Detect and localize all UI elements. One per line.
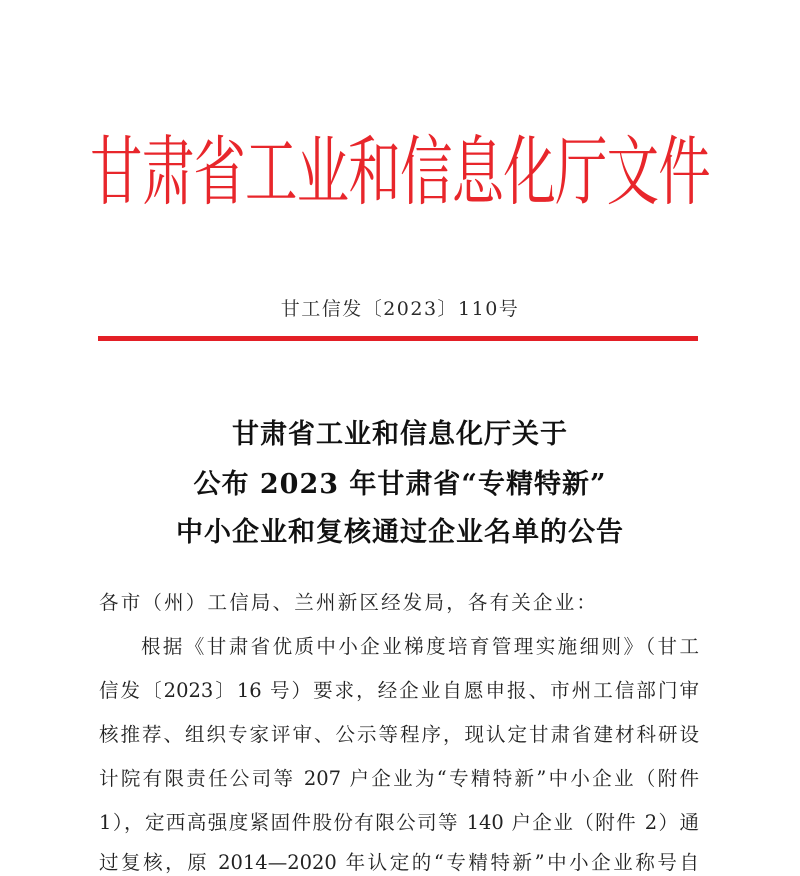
- body-paragraph-line-3: 核推荐、组织专家评审、公示等程序，现认定甘肃省建材科研设: [99, 723, 699, 746]
- body-paragraph-line-6: 过复核，原 2014—2020 年认定的“专精特新”中小企业称号自: [99, 851, 699, 874]
- salutation: 各市（州）工信局、兰州新区经发局，各有关企业：: [99, 591, 599, 614]
- body-paragraph-line-4: 计院有限责任公司等 207 户企业为“专精特新”中小企业（附件: [99, 767, 699, 790]
- document-number: 甘工信发〔2023〕110号: [280, 298, 520, 320]
- announcement-title-line-1: 甘肃省工业和信息化厅关于: [232, 419, 568, 450]
- body-paragraph-line-5: 1），定西高强度紧固件股份有限公司等 140 户企业（附件 2）通: [99, 811, 699, 834]
- announcement-title-line-2: 公布 2023 年甘肃省“专精特新”: [193, 469, 607, 500]
- red-divider-line: [98, 336, 698, 341]
- document-masthead: 甘肃省工业和信息化厅文件: [90, 129, 710, 217]
- body-paragraph-line-2: 信发〔2023〕16 号）要求，经企业自愿申报、市州工信部门审: [99, 679, 699, 702]
- body-paragraph-line-1: 根据《甘肃省优质中小企业梯度培育管理实施细则》（甘工: [141, 635, 699, 658]
- announcement-title-line-3: 中小企业和复核通过企业名单的公告: [176, 517, 624, 548]
